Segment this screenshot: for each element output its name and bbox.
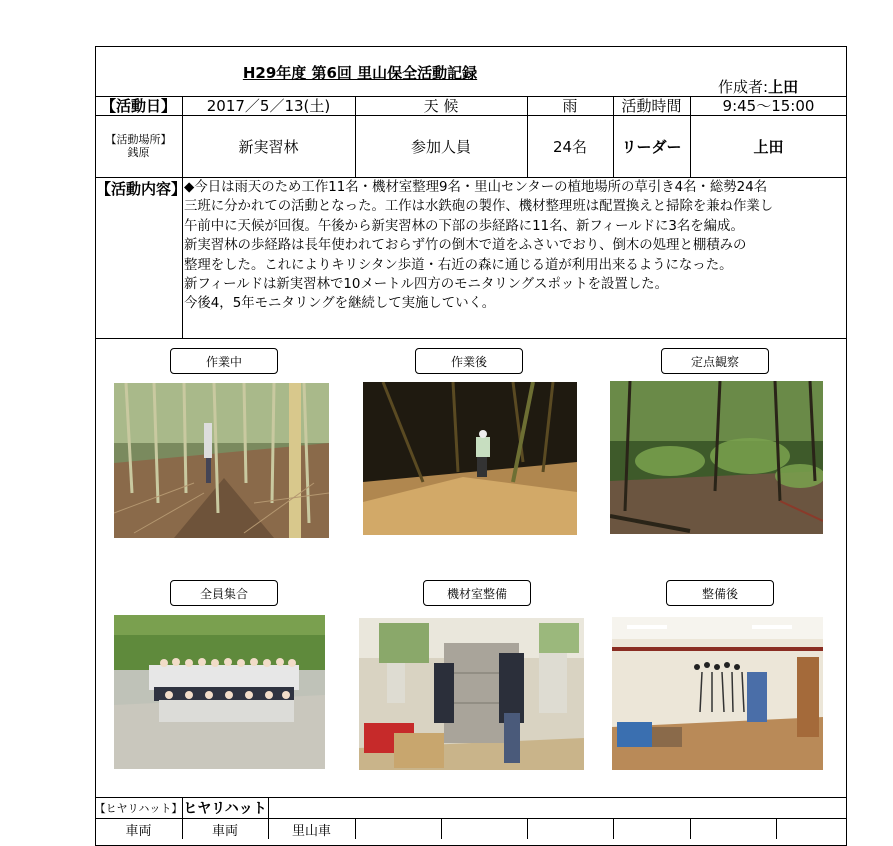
col-divider bbox=[613, 818, 614, 839]
photo-equipment-room-after bbox=[612, 617, 823, 770]
hiyari-label: 【ヒヤリハット】 bbox=[94, 801, 183, 815]
col-divider bbox=[527, 818, 528, 839]
photo-equipment-room-work bbox=[359, 618, 584, 770]
photo-label-group: 全員集合 bbox=[170, 580, 278, 606]
photo-bamboo-grove-work bbox=[114, 383, 329, 538]
photo-label-after-maintenance: 整備後 bbox=[666, 580, 774, 606]
author bbox=[718, 76, 798, 97]
time-label: 活動時間 bbox=[621, 97, 682, 115]
row-divider bbox=[95, 338, 847, 339]
report-title: H29年度 第6回 里山保全活動記録 bbox=[242, 64, 478, 82]
photo-forest-observation bbox=[610, 381, 823, 534]
hiyari-cell: 里山車 bbox=[291, 823, 331, 839]
photo-label-fixed-point: 定点観察 bbox=[661, 348, 769, 374]
weather-label: 天 候 bbox=[423, 97, 459, 115]
place-label-line1: 【活動場所】 bbox=[105, 133, 172, 146]
photo-label-working: 作業中 bbox=[170, 348, 278, 374]
participants-label: 参加人員 bbox=[410, 137, 471, 156]
col-divider bbox=[776, 818, 777, 839]
photo-label-equipment-room: 機材室整備 bbox=[423, 580, 531, 606]
photo-cleared-bamboo bbox=[363, 382, 577, 535]
hiyari-cell: 車両 bbox=[125, 823, 152, 839]
photo-label-after-work: 作業後 bbox=[415, 348, 523, 374]
hiyari-cell: 車両 bbox=[211, 823, 238, 839]
author-name: 上田 bbox=[768, 78, 799, 96]
place-label bbox=[95, 115, 182, 177]
date-label: 【活動日】 bbox=[100, 97, 176, 115]
activity-text: ◆今日は雨天のため工作11名・機材室整理9名・里山センターの植地場所の草引き4名・総勢24名 三班に分かれての活動となった。工作は水鉄砲の製作、機材整理班は配置換えと掃除を兼ね作業し 午前中に天候が回復。午後から新実習林の下部の歩経路に11名、新フィールドに3名を編成。 新実習林の歩経路は長年使われておらず竹の倒木で道をふさいでおり、倒木の処理と棚積みの 整理をした。これによりキリシタン歩道・右近の森に通じる道が利用出来るようになった。 新フィールドは新実習林で10メートル四方のモニタリングスポットを設置した。 今後4，5年モニタリングを継続して実施していく。 bbox=[184, 180, 774, 312]
time-value: 9:45〜15:00 bbox=[722, 97, 815, 115]
weather-value: 雨 bbox=[562, 97, 578, 115]
place-value: 新実習林 bbox=[238, 137, 299, 156]
hiyari-title: ヒヤリハット bbox=[183, 800, 267, 817]
place-label-line2: 銭原 bbox=[127, 146, 150, 159]
author-label: 作成者: bbox=[718, 78, 769, 96]
leader-value: 上田 bbox=[753, 137, 784, 156]
participants-value: 24名 bbox=[552, 137, 588, 156]
col-divider bbox=[441, 818, 442, 839]
col-divider bbox=[690, 818, 691, 839]
activity-label: 【活動内容】 bbox=[96, 180, 187, 198]
col-divider bbox=[355, 818, 356, 839]
date-value: 2017／5／13(土) bbox=[206, 97, 331, 115]
leader-label: リーダー bbox=[621, 137, 682, 156]
photo-group bbox=[114, 615, 325, 769]
